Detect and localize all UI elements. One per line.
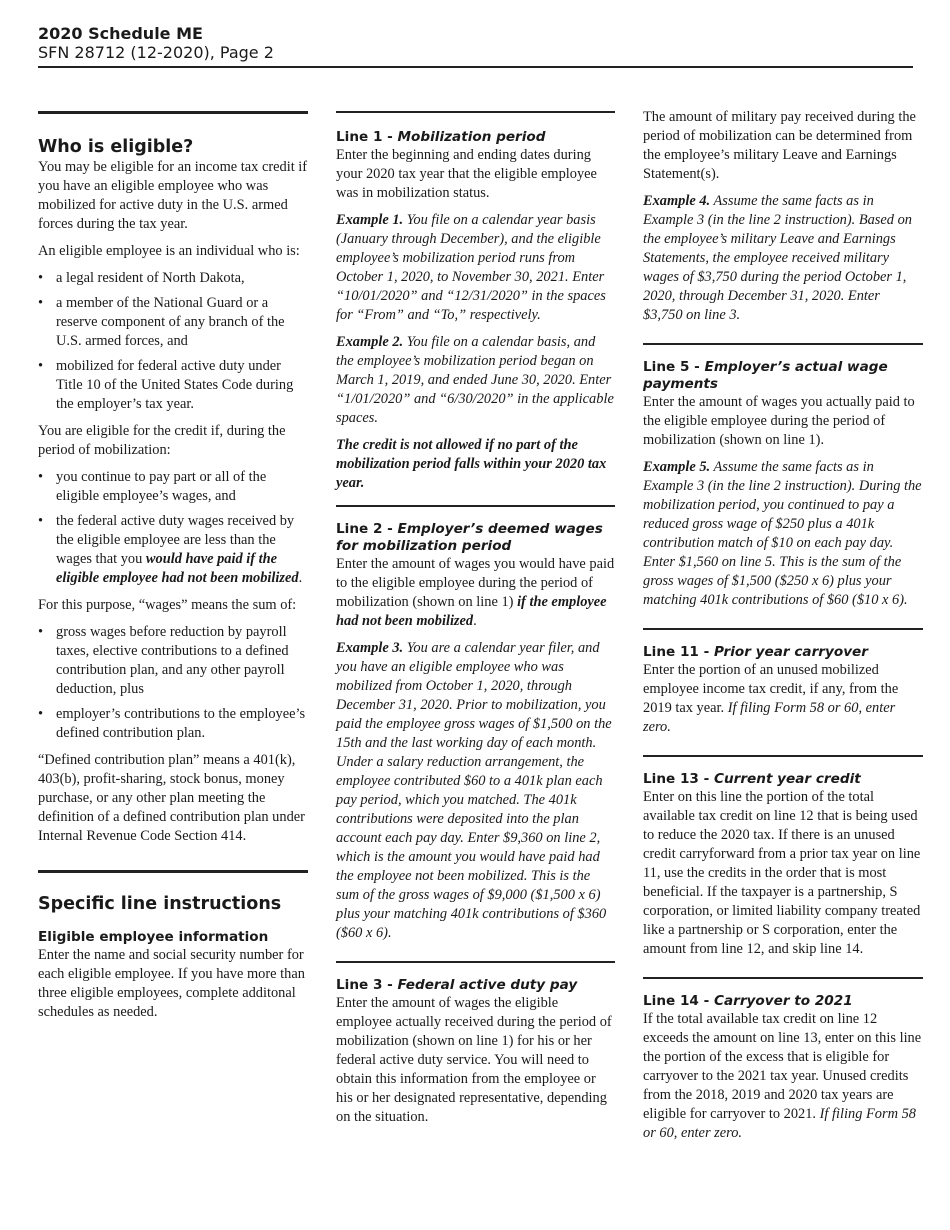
- list-item: • a member of the National Guard or a reserve component of any branch of the U.S. armed forces, and: [38, 294, 308, 351]
- line-2-heading: Line 2 - Employer’s deemed wages for mobilization period: [336, 521, 603, 554]
- line-14-heading: Line 14 - Carryover to 2021: [643, 993, 853, 1009]
- column-middle: [336, 0, 615, 1127]
- list-item: • a legal resident of North Dakota,: [38, 269, 308, 288]
- line-5-text: Enter the amount of wages you actually paid to the eligible employee during the period of mobilization (shown on line 1).: [643, 394, 915, 448]
- form-title: 2020 Schedule ME: [38, 24, 203, 43]
- line-14-text: If the total available tax credit on line 12 exceeds the amount on line 13, enter on this line the portion of the excess that is eligible for carryover to the 2021 tax year. Unused credits from the 2018, 2019 and 2020 tax years are eligible for carryover to 2021. If filing Form 58 or 60, enter zero.: [643, 1011, 922, 1141]
- conditions-list: [38, 468, 308, 588]
- example-5: Example 5. Assume the same facts as in Example 3 (in the line 2 instruction). During the mobilization period, you continued to pay a reduced gross wage of $250 plus a 401k contribution match of $10 on each pay day. Enter $1,560 on line 5. This is the sum of the gross wages of $1,500 ($250 x 6) plus your matching 401k contributions of $60 ($10 x 6).: [643, 459, 922, 608]
- line-11-heading: Line 11 - Prior year carryover: [643, 644, 868, 660]
- eligible-employee-definition: An eligible employee is an individual who is:: [38, 243, 300, 259]
- line-5-heading: Line 5 - Employer’s actual wage payments: [643, 359, 888, 392]
- eligibility-heading: Who is eligible?: [38, 137, 194, 157]
- list-item: • gross wages before reduction by payroll taxes, elective contributions to a defined contribution plan, and any other payroll deduction, plus: [38, 623, 308, 699]
- conditions-intro: You are eligible for the credit if, during the period of mobilization:: [38, 423, 286, 458]
- list-item: • mobilized for federal active duty under Title 10 of the United States Code during the employer’s tax year.: [38, 357, 308, 414]
- line-1-text: Enter the beginning and ending dates during your 2020 tax year that the eligible employee was in mobilization status.: [336, 147, 597, 201]
- specific-instructions-heading: Specific line instructions: [38, 894, 282, 914]
- line-3-continued: The amount of military pay received during the period of mobilization can be determined from the employee’s military Leave and Earnings Statement(s).: [643, 109, 916, 182]
- form-subtitle: SFN 28712 (12-2020), Page 2: [38, 43, 274, 62]
- column-left: [38, 0, 308, 1022]
- emphasis-text: if the employee had not been mobilized: [336, 594, 607, 629]
- line-3-heading: Line 3 - Federal active duty pay: [336, 977, 578, 993]
- example-1: Example 1. You file on a calendar year basis (January through December), and the eligible employee’s mobilization period runs from October 1, 2020, to November 30, 2021. Enter “10/01/2020” and “12/31/2020” in the spaces for “From” and “To,” respectively.: [336, 212, 606, 323]
- example-2: Example 2. You file on a calendar basis, and the employee’s mobilization period began on March 1, 2019, and ended June 30, 2020. Enter “1/01/2020” and “6/30/2020” in the applicable spaces.: [336, 334, 614, 426]
- eligible-employee-info-text: Enter the name and social security number for each eligible employee. If you have more than three eligible employees, complete additonal schedules as needed.: [38, 947, 305, 1020]
- line-11-text: Enter the portion of an unused mobilized employee income tax credit, if any, from the 2019 tax year. If filing Form 58 or 60, enter zero.: [643, 662, 899, 735]
- wages-definition-intro: For this purpose, “wages” means the sum of:: [38, 597, 297, 613]
- line-13-heading: Line 13 - Current year credit: [643, 771, 861, 787]
- line-3-text: Enter the amount of wages the eligible employee actually received during the period of mobilization (shown on line 1) for his or her federal active duty service. You will need to obtain this information from the employee or his or her designated representative, depending on the situation.: [336, 995, 612, 1125]
- wages-list: [38, 623, 308, 743]
- column-right: [643, 0, 923, 1143]
- example-3: Example 3. You are a calendar year filer, and you have an eligible employee who was mobilized from October 1, 2020, through December 31, 2020. Prior to mobilization, you paid the employee gross wages of $1,500 on the 15th and the last working day of each month. Under a salary reduction arrangement, the employee contributed $60 to a 401k plan each pay period, which you matched. The 401k contributions were deposited into the plan account each pay day. Enter $9,360 on line 2, which is the amount you would have paid had the employee not been mobilized. This is the sum of the gross wages of $9,000 ($1,500 x 6) plus your matching 401k contributions of $360 ($60 x 6).: [336, 640, 612, 941]
- eligibility-criteria-list: [38, 269, 308, 414]
- line-2-text: Enter the amount of wages you would have paid to the eligible employee during the period of mobilization (shown on line 1) if the employee had not been mobilized.: [336, 556, 615, 629]
- list-item: • you continue to pay part or all of the eligible employee’s wages, and: [38, 468, 308, 506]
- defined-contribution-plan-definition: “Defined contribution plan” means a 401(k), 403(b), profit-sharing, stock bonus, money purchase, or any other plan meeting the definition of a defined contribution plan under Internal Revenue Code Section 414.: [38, 752, 305, 844]
- eligibility-intro: You may be eligible for an income tax credit if you have an eligible employee who was mobilized for active duty in the U.S. armed forces during the tax year.: [38, 159, 308, 232]
- line-1-heading: Line 1 - Mobilization period: [336, 129, 546, 145]
- line-13-text: Enter on this line the portion of the total available tax credit on line 12 that is being used to reduce the 2020 tax. If there is an unused credit carryforward from a prior tax year on line 11, use the credits in the order that is most beneficial. If the taxpayer is a partnership, S corporation, or limited liability company treated like a partnership or S corporation, enter the amount from line 12, and skip line 14.: [643, 789, 921, 957]
- emphasis-text: would have paid if the eligible employee had not been mobilized: [56, 551, 299, 586]
- list-item: • the federal active duty wages received by the eligible employee are less than the wages that you would have paid if the eligible employee had not been mobilized.: [38, 512, 308, 588]
- list-item: • employer’s contributions to the employee’s defined contribution plan.: [38, 705, 308, 743]
- example-4: Example 4. Assume the same facts as in Example 3 (in the line 2 instruction). Based on the employee’s military Leave and Earnings Statements, the employee received military wages of $3,750 during the period October 1, 2020, through December 31, 2020. Enter $3,750 on line 3.: [643, 193, 912, 323]
- eligible-employee-info-heading: Eligible employee information: [38, 929, 269, 945]
- line-1-note: The credit is not allowed if no part of the mobilization period falls within your 2020 tax year.: [336, 437, 607, 491]
